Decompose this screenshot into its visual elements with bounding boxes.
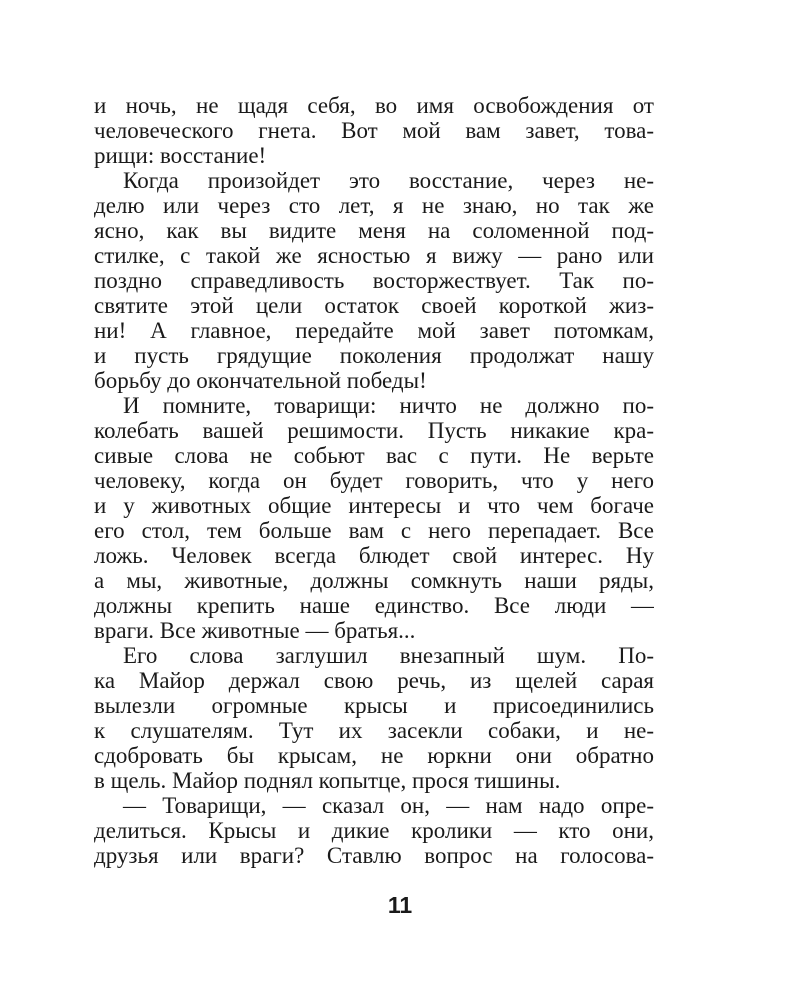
- text-line: ка Майор держал свою речь, из щелей сарая: [94, 668, 654, 693]
- body-text: [94, 93, 654, 868]
- text-line: делю или через сто лет, я не знаю, но так же: [94, 193, 654, 218]
- text-line: делиться. Крысы и дикие кролики — кто они,: [94, 818, 654, 843]
- text-line: сдобровать бы крысам, не юркни они обратно: [94, 743, 654, 768]
- text-line: к слушателям. Тут их засекли собаки, и не-: [94, 718, 654, 743]
- text-line: а мы, животные, должны сомкнуть наши ряды,: [94, 568, 654, 593]
- text-line: его стол, тем больше вам с него перепадает. Все: [94, 518, 654, 543]
- text-line: — Товарищи, — сказал он, — нам надо опре-: [123, 793, 654, 818]
- text-line: сивые слова не собьют вас с пути. Не верьте: [94, 443, 654, 468]
- text-line: вылезли огромные крысы и присоединились: [94, 693, 654, 718]
- text-line: ясно, как вы видите меня на соломенной под-: [94, 218, 654, 243]
- text-line: друзья или враги? Ставлю вопрос на голосова-: [94, 843, 654, 868]
- page-number: 11: [387, 892, 413, 918]
- text-line: человеческого гнета. Вот мой вам завет, това-: [94, 118, 654, 143]
- text-line: борьбу до окончательной победы!: [94, 368, 427, 393]
- text-line: И помните, товарищи: ничто не должно по-: [123, 393, 654, 418]
- text-line: святите этой цели остаток своей короткой жиз-: [94, 293, 654, 318]
- text-line: и у животных общие интересы и что чем богаче: [94, 493, 654, 518]
- text-line: ни! А главное, передайте мой завет потомкам,: [94, 318, 654, 343]
- text-line: поздно справедливость восторжествует. Так по-: [94, 268, 654, 293]
- text-line: и ночь, не щадя себя, во имя освобождения от: [94, 93, 654, 118]
- text-line: стилке, с такой же ясностью я вижу — рано или: [94, 243, 654, 268]
- text-line: Когда произойдет это восстание, через не-: [123, 168, 654, 193]
- text-line: человеку, когда он будет говорить, что у него: [94, 468, 654, 493]
- text-line: враги. Все животные — братья...: [94, 618, 416, 643]
- text-line: рищи: восстание!: [94, 143, 267, 168]
- text-line: и пусть грядущие поколения продолжат нашу: [94, 343, 654, 368]
- text-line: колебать вашей решимости. Пусть никакие кра-: [94, 418, 654, 443]
- text-line: в щель. Майор поднял копытце, прося тишины.: [94, 768, 561, 793]
- text-line: Его слова заглушил внезапный шум. По-: [123, 643, 654, 668]
- text-line: должны крепить наше единство. Все люди —: [94, 593, 654, 618]
- text-line: ложь. Человек всегда блюдет свой интерес. Ну: [94, 543, 654, 568]
